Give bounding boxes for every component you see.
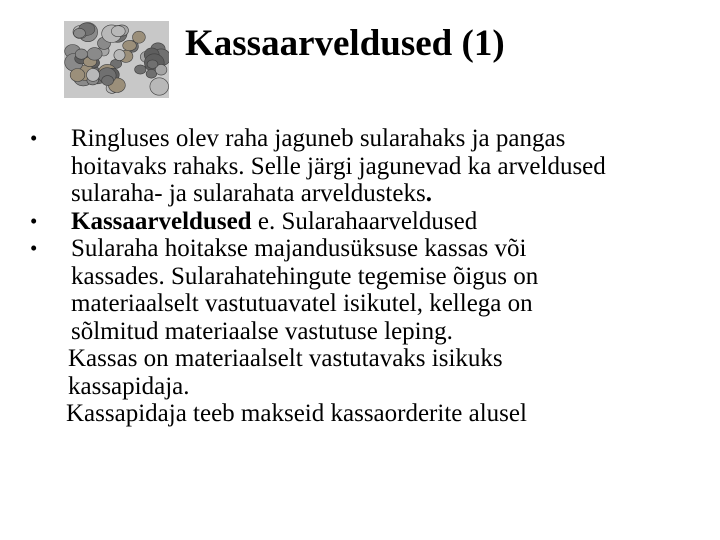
slide-body <box>30 125 710 428</box>
coin-shape <box>87 48 102 61</box>
coins-illustration <box>64 21 169 98</box>
coin-shape <box>114 50 125 61</box>
coin-shape <box>147 60 158 69</box>
bullet-3-line-1: Sularaha hoitakse majandusüksuse kassas või <box>71 235 527 262</box>
continuation-line-3: Kassapidaja teeb makseid kassaorderite alusel <box>66 400 527 427</box>
bullet-1-line-3 <box>71 180 710 208</box>
coin-shape <box>75 49 87 59</box>
bullet-1-line-3-text: sularaha- ja sularahata arveldusteks <box>71 180 426 207</box>
bullet-3-line-4: sõlmitud materiaalse vastutuse leping. <box>71 317 453 345</box>
bullet-2-rest: e. Sularahaarveldused <box>251 207 478 235</box>
bullet-marker: • <box>30 208 38 233</box>
bullet-marker: • <box>30 236 38 260</box>
bullet-item-2 <box>30 208 710 236</box>
bullet-item-3 <box>30 235 710 345</box>
bullet-1-line-2: hoitavaks rahaks. Selle järgi jagunevad ka arveldused <box>71 152 606 180</box>
bullet-3-line-2: kassades. Sularahatehingute tegemise õigus on <box>71 262 539 290</box>
coin-shape <box>123 40 137 50</box>
bullet-1-period: . <box>425 180 432 207</box>
coin-shape <box>70 69 85 82</box>
coin-shape <box>150 78 169 95</box>
coin-shape <box>102 76 114 86</box>
coins-photo <box>64 21 169 98</box>
bullet-marker: • <box>30 126 38 150</box>
coin-shape <box>74 28 86 38</box>
continuation-line-2: kassapidaja. <box>68 372 190 400</box>
bullet-2-bold-term: Kassaarveldused <box>71 207 252 235</box>
bullet-2-line <box>71 208 710 236</box>
coin-shape <box>111 26 125 37</box>
bullet-item-1 <box>30 125 710 208</box>
continuation-line-1: Kassas on materiaalselt vastutavaks isikuks <box>68 345 503 372</box>
bullet-3-line-3: materiaalselt vastutuavatel isikutel, kellega on <box>71 290 533 317</box>
coin-shape <box>135 65 146 74</box>
bullet-1-line-1: Ringluses olev raha jaguneb sularahaks ja pangas <box>71 125 566 152</box>
coin-shape <box>133 31 146 43</box>
slide-title: Kassaarveldused (1) <box>185 23 505 64</box>
coin-shape <box>87 69 100 82</box>
